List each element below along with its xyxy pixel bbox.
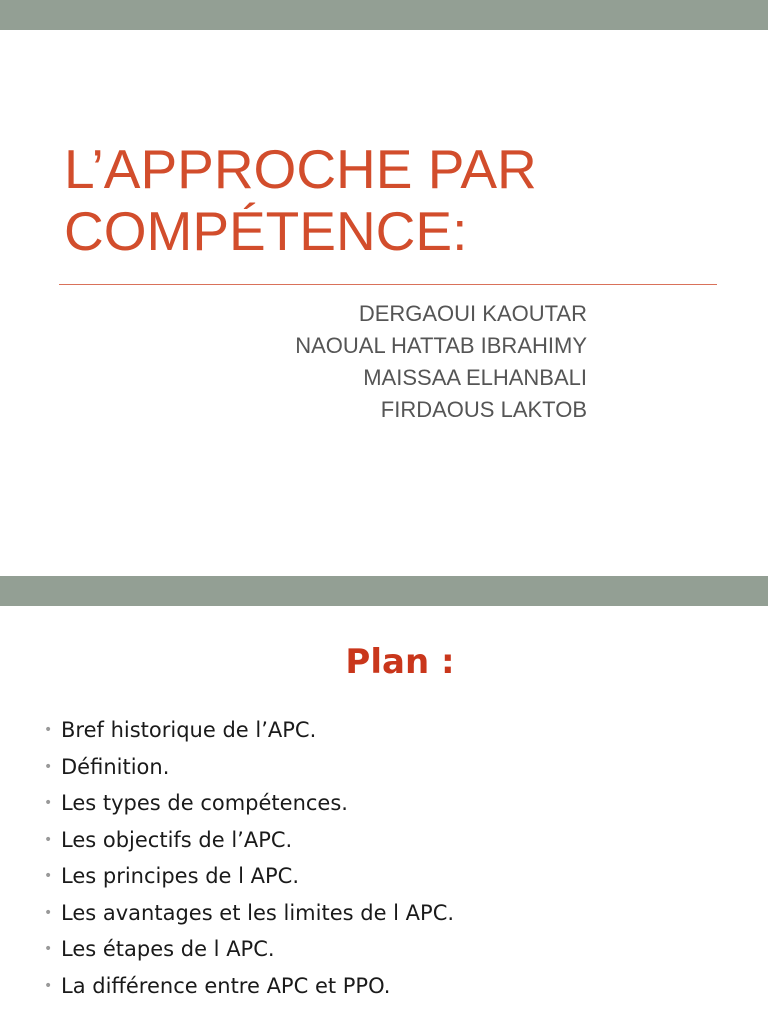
title-line-2: COMPÉTENCE:: [64, 200, 468, 262]
plan-item-text: Les types de compétences.: [61, 791, 348, 815]
bullet-icon: •: [44, 831, 53, 848]
plan-list-item: [44, 931, 454, 968]
plan-list: [44, 712, 454, 1004]
bullet-icon: •: [44, 722, 53, 738]
plan-slide: [0, 606, 768, 1024]
bullet-icon: •: [44, 977, 53, 994]
author-name: DERGAOUI KAOUTAR: [358, 301, 587, 326]
bullet-icon: •: [44, 795, 53, 811]
plan-list-item: [44, 895, 454, 932]
author-name: MAISSAA ELHANBALI: [363, 365, 587, 390]
plan-list-item: [44, 822, 454, 859]
title-underline-rule: [59, 284, 717, 285]
plan-item-text: Les principes de l APC.: [61, 864, 300, 888]
author-name: FIRDAOUS LAKTOB: [380, 397, 587, 422]
author-name: NAOUAL HATTAB IBRAHIMY: [295, 333, 587, 358]
plan-list-item: [44, 749, 454, 786]
bullet-icon: •: [44, 758, 53, 775]
plan-item-text: Les objectifs de l’APC.: [61, 827, 293, 852]
plan-item-text: Définition.: [61, 754, 170, 779]
top-decorative-band: [0, 0, 768, 30]
title-line-1: L’APPROCHE PAR: [64, 138, 537, 200]
slide-title: [64, 138, 714, 262]
plan-item-text: Bref historique de l’APC.: [61, 718, 317, 742]
plan-title: Plan :: [345, 642, 455, 682]
slide-separator-band: [0, 576, 768, 606]
plan-list-item: [44, 858, 454, 895]
plan-list-item: [44, 968, 454, 1005]
plan-list-item: [44, 785, 454, 822]
bullet-icon: •: [44, 941, 53, 957]
authors-block: [295, 298, 587, 426]
bullet-icon: •: [44, 868, 53, 884]
plan-item-text: La différence entre APC et PPO.: [61, 973, 391, 998]
plan-list-item: [44, 712, 454, 749]
bullet-icon: •: [44, 904, 53, 921]
plan-item-text: Les étapes de l APC.: [61, 937, 275, 961]
plan-item-text: Les avantages et les limites de l APC.: [61, 900, 455, 925]
